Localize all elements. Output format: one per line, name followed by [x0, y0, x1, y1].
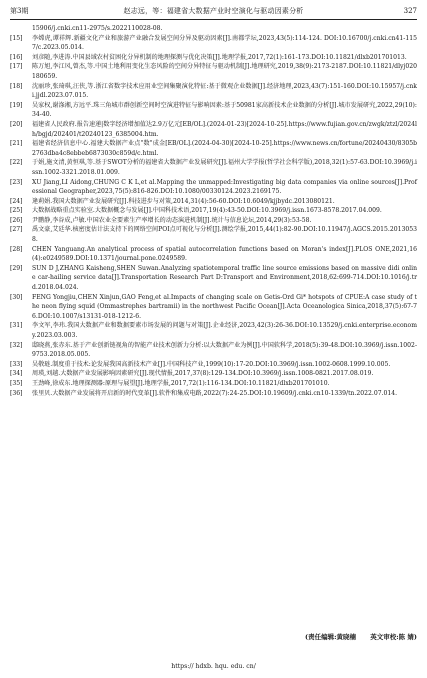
- reference-number: [34]: [10, 370, 23, 378]
- reference-text: 陈万旭,李江风,曾杰,等.中国土地利用变化生态风险的空间分异特征与驱动机制[J].地理研究,2019,38(9):2173-2187.DOI:10.11821/dlyj020180659.: [32, 63, 417, 80]
- reference-number: [36]: [10, 389, 23, 397]
- reference-item: [10, 197, 417, 207]
- reference-item: [10, 158, 417, 177]
- reference-item: [10, 369, 417, 379]
- reference-number: [18]: [10, 82, 23, 90]
- chinese-editor: (责任编辑:黄晓楠: [305, 633, 356, 641]
- reference-text: 刘彦随,李进涛.中国县域农村贫困化分异机制的地理探测与优化决策[J].地理学报,2017,72(1):161-173.DOI:10.11821/dlxb201701013.: [32, 53, 407, 61]
- reference-number: [32]: [10, 341, 23, 349]
- reference-text: SUN D J,ZHANG Kaisheng,SHEN Suwan.Analyzing spatiotemporal traffic line source emissions based on massive didi online car-hailing service data[J].Transportation Research Part D:Transport and Environment,2018,62:699-714.DOI:10.1016/j.trd.2018.04.024.: [32, 264, 417, 292]
- running-header: [10, 4, 417, 18]
- reference-number: [15]: [10, 34, 23, 42]
- reference-item: [10, 245, 417, 264]
- reference-number: [22]: [10, 159, 23, 167]
- reference-list: [10, 24, 417, 398]
- page-number: 327: [403, 7, 417, 15]
- reference-item: [10, 62, 417, 81]
- reference-item: [10, 120, 417, 139]
- english-reviewer: 英文审校:陈 婧): [370, 633, 417, 641]
- reference-text: 尹鹏静,李谷成,卢敏.中国农业全要素生产率增长的动态演进机制[J].统计与信息论坛,2014,29(3):53-58.: [32, 216, 312, 224]
- reference-number: [31]: [10, 322, 23, 330]
- reference-text: 逄莉娟.我国大数据产业发展研究[J].科技进步与对策,2014,31(4):56-60.DOI:10.6049/kjjbydc.2013080121.: [32, 197, 335, 205]
- reference-number: [16]: [10, 53, 23, 61]
- reference-number: [30]: [10, 293, 23, 301]
- reference-text: CHEN Yanguang.An analytical process of spatial autocorrelation functions based on Moran's index[J].PLOS ONE,2021,16(4):e0249589.DOI:10.1371/journal.pone.0249589.: [32, 245, 417, 263]
- reference-text: 15906/j.cnki.cn11-2975/s.2022110028-08.: [32, 25, 163, 32]
- reference-item: [10, 379, 417, 389]
- reference-item: [10, 53, 417, 63]
- reference-number: [28]: [10, 245, 23, 253]
- reference-item: [10, 264, 417, 293]
- reference-item: [10, 178, 417, 197]
- reference-text: 王劲峰,徐成东.地理探测器:原理与展望[J].地理学报,2017,72(1):116-134.DOI:10.11821/dlxb201701010.: [32, 379, 330, 387]
- reference-text: 禹文豪,艾廷华.核密度估计法支持下的网络空间POI点可视化与分析[J].测绘学报,2015,44(1):82-90.DOI:10.11947/j.AGCS.2015.20130538.: [32, 226, 417, 244]
- reference-number: [25]: [10, 207, 23, 215]
- reference-item: [10, 360, 417, 370]
- reference-item: [10, 225, 417, 244]
- reference-number: [17]: [10, 63, 23, 71]
- reference-number: [26]: [10, 216, 23, 224]
- reference-number: [33]: [10, 360, 23, 368]
- reference-number: [29]: [10, 264, 23, 272]
- reference-text: 沈丽珍,张琦琪,汪侠,等.浙江省数字技术应用业空间集聚演化特征:基于微观企业数据[J].经济地理,2023,43(7):151-160.DOI:10.15957/j.cnki.jjdl.2023.07.015.: [32, 82, 417, 100]
- reference-item: [10, 139, 417, 158]
- reference-item: [10, 82, 417, 101]
- reference-text: 于娟,施文清,黄恒琪,等.基于SWOT分析的福建省大数据产业发展研究[J].福州大学学报(哲学社会科学版),2018,32(1):57-63.DOI:10.3969/j.issn.1002-3321.2018.01.009.: [32, 159, 417, 176]
- reference-item: [10, 206, 417, 216]
- reference-item: [10, 341, 417, 360]
- reference-text: 邸晓燕,张赤东.基于产业创新链视角的智能产业技术创新力分析:以大数据产业为例[J].中国软科学,2018(5):39-48.DOI:10.3969/j.issn.1002-9753.2018.05.005.: [32, 341, 417, 359]
- journal-url[interactable]: https:// hdxb. hqu. edu. cn/: [171, 663, 256, 670]
- reference-text: XU Jiang,LI Aidong,CHUNG C K L,et al.Mapping the unmapped:Investigating big data companies via online sources[J].Professional Geographer,2023,75(5):816-826.DOI:10.1080/00330124.2023.2169175.: [32, 178, 417, 196]
- reference-text: 张里贝.大数据产业发展将开启新的时代变革[J].软件和集成电路,2022(7):24-25.DOI:10.19609/j.cnki.cn10-1339/tn.2022.07.014.: [32, 389, 398, 397]
- reference-item: [10, 101, 417, 120]
- reference-text: 李嫦虎,谭祥辉.新疆文化产业和旅游产业融合发展空间分异及驱动因素[J].南都学坛,2023,43(5):114-124. DOI:10.16700/j.cnki.cn41-1157/c.2023.05.014.: [32, 34, 417, 52]
- reference-continuation: [10, 24, 417, 34]
- reference-item: [10, 293, 417, 322]
- reference-number: [23]: [10, 178, 23, 186]
- reference-number: [21]: [10, 140, 23, 148]
- reference-number: [27]: [10, 226, 23, 234]
- issue-number: 第3期: [10, 7, 29, 15]
- reference-text: 福建省经济信息中心.福建大数据产业点"数"成金[EB/OL].(2024-04-30)[2024-10-25].https://www.news.cn/fortune/20240430/8305b2763dba4c8ebbeb6873030c859d/c.html.: [32, 140, 417, 157]
- reference-number: [24]: [10, 197, 23, 205]
- reference-item: [10, 34, 417, 53]
- reference-text: 李文军,李玮.我国大数据产业和数据要素市场发展的问题与对策[J].企业经济,2023,42(3):26-36.DOI:10.13529/j.cnki.enterprise.economy.2023.03.003.: [32, 322, 417, 339]
- reference-item: [10, 321, 417, 340]
- running-title: 赵志远，等：福建省大数据产业时空演化与驱动因素分析: [123, 7, 304, 15]
- reference-number: [35]: [10, 379, 23, 387]
- reference-number: [19]: [10, 101, 23, 109]
- reference-number: [20]: [10, 120, 23, 128]
- header-rule: [10, 19, 417, 20]
- reference-item: [10, 389, 417, 399]
- reference-text: 福建省人民政府.报告速递|数字经济增加值达2.9万亿元[EB/OL].(2024-01-23)[2024-10-25].https://www.fujian.gov.cn/zwgk/ztzl/2024lh/bgjd/202401/t20240123_6385004.htm.: [32, 120, 417, 138]
- reference-item: [10, 216, 417, 226]
- reference-text: 吴家权,谢涤湘,方远平.珠三角城市群创新空间时空演进特征与影响因素:基于50981家高新技术企业数据的分析[J].城市发展研究,2022,29(10):34-40.: [32, 101, 417, 119]
- reference-text: 大数据战略重点实验室.大数据概念与发展[J].中国科技术语,2017,19(4):43-50.DOI:10.3969/j.issn.1673-8578.2017.04.009.: [32, 207, 382, 215]
- editor-credits: [293, 632, 417, 641]
- reference-text: FENG Yongjiu,CHEN Xinjun,GAO Feng,et al.Impacts of changing scale on Getis-Ord Gi* hotspots of CPUE:A case study of the neon flying squid (Ommastrephes bartramii) in the northwest Pacific Ocean[J].Acta Oceanologica Sinica,2018,37(5):67-76.DOI:10.1007/s13131-018-1212-6.: [32, 293, 417, 320]
- reference-text: 周瑛,刘越.大数据产业发展影响因素研究[J].现代情报,2017,37(8):129-134.DOI:10.3969/j.issn.1008-0821.2017.08.019.: [32, 370, 374, 378]
- reference-text: 吴敬琏.制度重于技术:论发展我国高新技术产业[J].中国科技产业,1999(10):17-20.DOI:10.3969/j.issn.1002-0608.1999.10.005.: [32, 360, 391, 368]
